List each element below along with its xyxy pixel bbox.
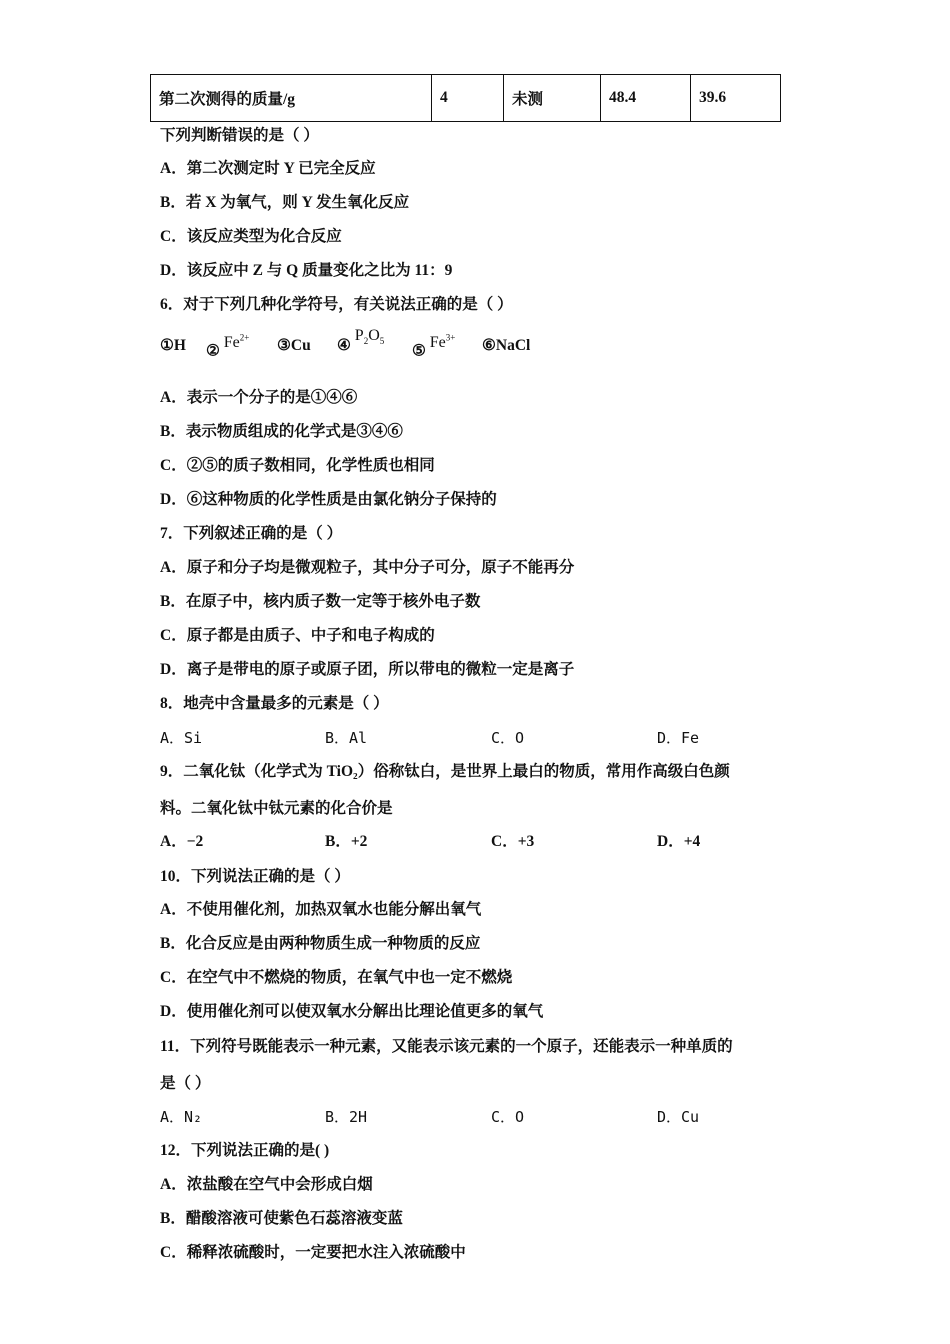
option-c: C．稀释浓硫酸时，一定要把水注入浓硫酸中 [160, 1244, 466, 1261]
symbol-5: ⑤ $Fe^{3+}$ [412, 333, 456, 360]
question-stem: 12．下列说法正确的是( ) [160, 1142, 330, 1159]
option-b: B．化合反应是由两种物质生成一种物质的反应 [160, 935, 481, 952]
table-cell: 48.4 [601, 75, 691, 122]
data-table [150, 74, 781, 122]
question-stem: 10．下列说法正确的是（ ） [160, 868, 350, 885]
table-cell: 4 [432, 75, 504, 122]
question-stem: 6．对于下列几种化学符号，有关说法正确的是（ ） [160, 296, 513, 313]
option-c: C．原子都是由质子、中子和电子构成的 [160, 627, 435, 644]
symbol-2: ② $Fe^{2+}$ [206, 333, 250, 360]
question-stem: 8．地壳中含量最多的元素是（ ） [160, 695, 389, 712]
option-a: A．表示一个分子的是①④⑥ [160, 389, 358, 406]
option-c: C．O [491, 1108, 525, 1126]
option-d: D．+4 [657, 833, 701, 850]
option-a: A．原子和分子均是微观粒子，其中分子可分，原子不能再分 [160, 559, 575, 576]
option-d: D．该反应中 Z 与 Q 质量变化之比为 11：9 [160, 262, 453, 279]
option-c: C．O [491, 729, 525, 747]
question-stem-line2: 料。二氧化钛中钛元素的化合价是 [160, 800, 393, 817]
option-d: D．Fe [657, 729, 700, 747]
symbol-3: ③Cu [277, 337, 311, 354]
symbol-1: ①H [160, 337, 186, 354]
option-d: D．使用催化剂可以使双氧水分解出比理论值更多的氧气 [160, 1003, 544, 1020]
option-a: A．N₂ [160, 1108, 203, 1126]
option-a: A．Si [160, 729, 203, 747]
option-b: B．2H [325, 1108, 368, 1126]
option-a: A．浓盐酸在空气中会形成白烟 [160, 1176, 373, 1193]
question-stem: 下列判断错误的是（ ） [160, 127, 319, 144]
option-d: D．Cu [657, 1108, 700, 1126]
symbol-6: ⑥NaCl [482, 337, 531, 354]
question-stem-line2: 是（ ） [160, 1075, 211, 1092]
table-cell: 未测 [504, 75, 601, 122]
option-c: C．+3 [491, 833, 535, 850]
option-b: B．醋酸溶液可使紫色石蕊溶液变蓝 [160, 1210, 403, 1227]
question-stem-line1: 9．二氧化钛（化学式为 TiO₂）俗称钛白，是世界上最白的物质，常用作高级白色颜 [160, 763, 730, 780]
symbol-4: ④ $P_2O_5$ [337, 327, 385, 354]
question-stem-line1: 11．下列符号既能表示一种元素，又能表示该元素的一个原子，还能表示一种单质的 [160, 1038, 733, 1055]
option-a: A．第二次测定时 Y 已完全反应 [160, 160, 376, 177]
question-stem: 7．下列叙述正确的是（ ） [160, 525, 343, 542]
option-a: A．−2 [160, 833, 204, 850]
option-c: C．该反应类型为化合反应 [160, 228, 342, 245]
table-row-label: 第二次测得的质量/g [151, 75, 432, 122]
table-cell: 39.6 [691, 75, 781, 122]
option-b: B．在原子中，核内质子数一定等于核外电子数 [160, 593, 481, 610]
option-d: D．离子是带电的原子或原子团，所以带电的微粒一定是离子 [160, 661, 575, 678]
option-b: B．+2 [325, 833, 368, 850]
option-b: B．若 X 为氧气，则 Y 发生氧化反应 [160, 194, 410, 211]
option-d: D．⑥这种物质的化学性质是由氯化钠分子保持的 [160, 491, 497, 508]
option-b: B．Al [325, 729, 368, 747]
option-c: C．②⑤的质子数相同，化学性质也相同 [160, 457, 435, 474]
option-b: B．表示物质组成的化学式是③④⑥ [160, 423, 403, 440]
option-a: A．不使用催化剂，加热双氧水也能分解出氧气 [160, 901, 482, 918]
table-row [151, 75, 781, 122]
option-c: C．在空气中不燃烧的物质，在氧气中也一定不燃烧 [160, 969, 513, 986]
